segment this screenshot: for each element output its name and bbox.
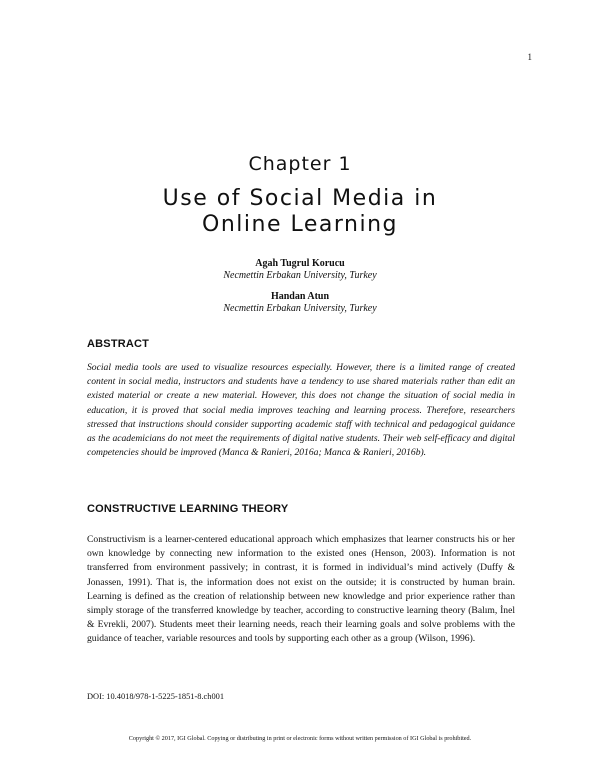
author-affiliation: Necmettin Erbakan University, Turkey xyxy=(223,303,377,314)
chapter-title-line-2: Online Learning xyxy=(202,212,398,237)
abstract-heading: ABSTRACT xyxy=(87,338,150,350)
abstract-text: Social media tools are used to visualize resources especially. However, there is a limited range of created content in social media, instructors and students have a tendency to use shared materials rather than edit an existed material or create a new material. However, this does not change the situation of social media in education, it is proved that social media improves teaching and learning process. Therefore, researchers stressed that instructions should consider supporting academic staff with technical and pedagogical guidance as the academicians do not meet the requirements of digital native students. Their web self-efficacy and digital competencies should be improved (Manca & Ranieri, 2016a; Manca & Ranieri, 2016b). xyxy=(87,362,515,459)
author-name: Handan Atun xyxy=(270,291,330,302)
author-affiliation: Necmettin Erbakan University, Turkey xyxy=(223,270,377,281)
page-number: 1 xyxy=(527,52,532,62)
author-name: Agah Tugrul Korucu xyxy=(255,258,345,269)
author-block-1 xyxy=(0,258,600,282)
chapter-title xyxy=(0,186,600,238)
copyright-notice: Copyright © 2017, IGI Global. Copying or distributing in print or electronic forms without written permission of IGI Global is prohibited. xyxy=(128,735,472,742)
chapter-label: Chapter 1 xyxy=(248,153,352,175)
doi-line: DOI: 10.4018/978-1-5225-1851-8.ch001 xyxy=(87,692,225,701)
author-block-2 xyxy=(0,291,600,315)
section-heading: CONSTRUCTIVE LEARNING THEORY xyxy=(87,503,289,515)
section-body-text: Constructivism is a learner-centered educational approach which emphasizes that learner constructs his or her own knowledge by connecting new information to the existed ones (Henson, 2003). Information is not transferred from environment passively; in contrast, it is formed in individual’s mind actively (Duffy & Jonassen, 1991). That is, the information does not exist on the outside; it is constructed by human brain. Learning is defined as the creation of relationship between new knowledge and prior experience rather than simply storage of the transferred knowledge by teacher, according to constructive learning theory (Balım, İnel & Evrekli, 2007). Students meet their learning needs, reach their learning goals and solve problems with the guidance of teacher, variable resources and tools by supporting each other as a group (Wilson, 1996). xyxy=(87,534,515,645)
chapter-title-line-1: Use of Social Media in xyxy=(162,186,438,211)
